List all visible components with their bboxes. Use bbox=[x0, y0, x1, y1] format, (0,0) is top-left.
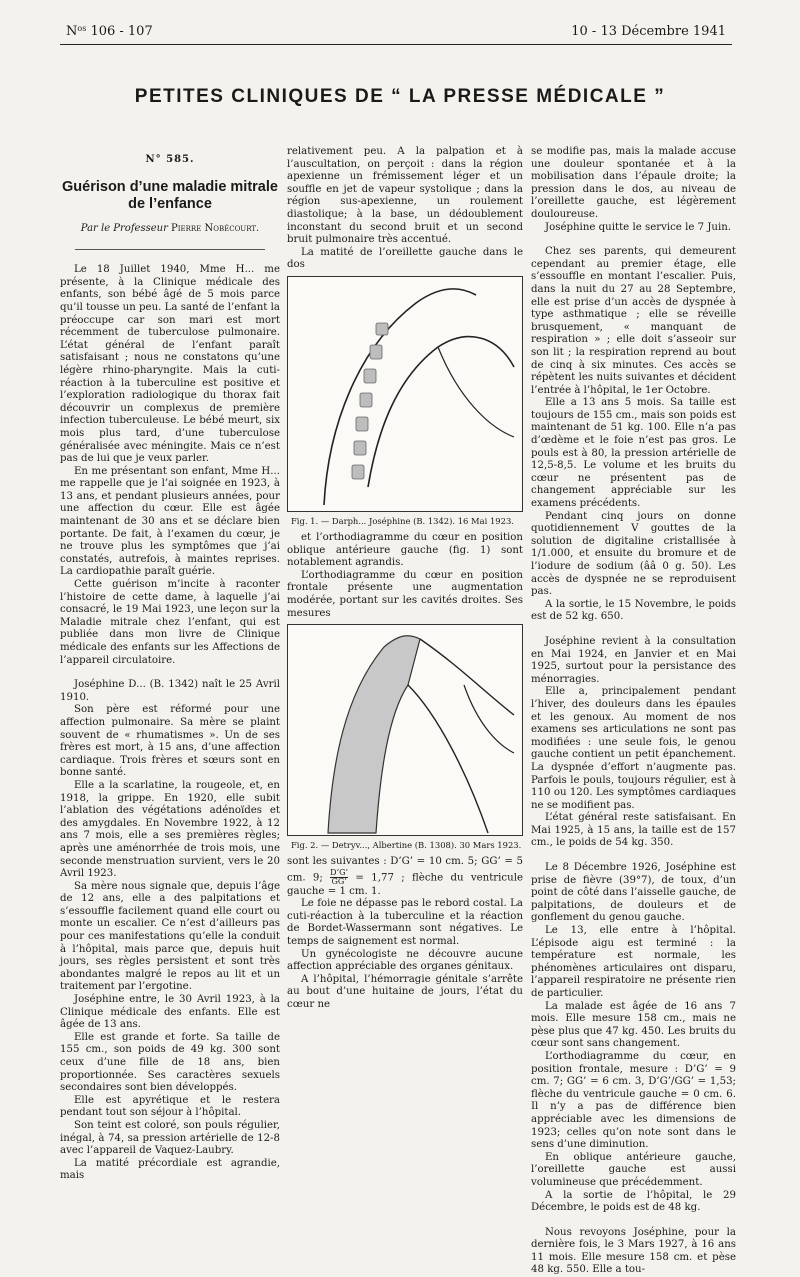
paragraph: et l’orthodiagramme du cœur en position oblique antérieure gauche (fig. 1) sont notablement agrandis. bbox=[287, 531, 523, 569]
orthodiagram-figure-1 bbox=[288, 277, 522, 511]
paragraph: Le 18 Juillet 1940, Mme H... me présente, à la Clinique médicale des enfants, son bébé âgé de 5 mois parce qu’il tousse un peu. La santé de l’enfant la préoccupe car son mari est mort récemment de tuberculose pulmonaire. L’état général de l’enfant paraît satisfaisant ; nous ne constatons qu’une légère rhino-pharyngite. Mais la cuti-réaction à la tuberculine est positive et l’exploration radiologique du thorax fait découvrir un complexus de première infection tuberculeuse. Le bébé meurt, six mois plus tard, d’une tuberculose généralisée avec méningite. Mais ce n’est pas de lui que je veux parler. bbox=[60, 264, 280, 465]
paragraph: L’état général reste satisfaisant. En Mai 1925, à 15 ans, la taille est de 157 cm., le poids de 54 kg. 350. bbox=[531, 812, 736, 849]
paragraph: Cette guérison m’incite à raconter l’histoire de cette dame, à laquelle j’ai consacré, le 19 Mai 1923, une leçon sur la Maladie mitrale chez l’enfant, qui est publiée dans mon livre de Clinique médicale des enfants sur les Affections de l’appareil circulatoire. bbox=[60, 579, 280, 666]
column-1 bbox=[60, 146, 280, 1183]
paragraph: L’orthodiagramme du cœur en position frontale présente une augmentation modérée, portant sur les cavités droites. Ses mesures bbox=[287, 569, 523, 619]
paragraph: Joséphine entre, le 30 Avril 1923, à la Clinique médicale des enfants. Elle est âgée de 13 ans. bbox=[60, 994, 280, 1031]
paragraph: sont les suivantes : D’G’ = 10 cm. 5; GG’ = 5 cm. 9; $\frac{D’G’}{GG’}$ = 1,77 ; flèche du ventricule gauche = 1 cm. 1. bbox=[287, 856, 523, 897]
figure-1 bbox=[287, 276, 523, 512]
paragraph: Son père est réformé pour une affection pulmonaire. Sa mère se plaint souvent de « rhumatismes ». Un de ses frères est mort, à 15 ans, d’une affection cardiaque. Trois frères et sœurs sont en bonne santé. bbox=[60, 704, 280, 779]
paragraph: se modifie pas, mais la malade accuse une douleur spontanée et à la mobilisation dans l’épaule droite; la pression dans le dos, au niveau de l’oreillette gauche, est légèrement douloureuse. bbox=[531, 146, 736, 220]
vertebrae-marks bbox=[352, 323, 388, 479]
paragraph: Joséphine D... (B. 1342) naît le 25 Avril 1910. bbox=[60, 679, 280, 703]
paragraph: Son teint est coloré, son pouls régulier, inégal, à 74, sa pression artérielle de 12-8 avec l’appareil de Vaquez-Laubry. bbox=[60, 1119, 280, 1157]
paragraph: Sa mère nous signale que, depuis l’âge de 12 ans, elle a des palpitations et s’essouffle facilement quand elle court ou monte un escalier. Ce n’est d’ailleurs pas pour ces manifestations qu’elle la conduit à l’hôpital, mais parce que, depuis huit jours, ses règles persistent et sont très abondantes malgré le repos au lit et un traitement par l’ergotine. bbox=[60, 880, 280, 993]
fraction: $\frac{D’G’}{GG’}$ bbox=[330, 867, 349, 886]
column-3 bbox=[531, 146, 736, 1277]
paragraph: La malade est âgée de 16 ans 7 mois. Elle mesure 158 cm., mais ne pèse plus que 47 kg. 450. Les bruits du cœur sont sans changement. bbox=[531, 1000, 736, 1050]
article-title: Guérison d’une maladie mitrale de l’enfance bbox=[62, 178, 278, 212]
paragraph: Pendant cinq jours on donne quotidiennement V gouttes de la solution de digitaline cristallisée à 1/1.000, et ensuite du bromure et de l’iodure de sodium (ââ 0 g. 50). Les accès de dyspnée ne se reproduisent pas. bbox=[531, 510, 736, 598]
paragraph: Joséphine revient à la consultation en Mai 1924, en Janvier et en Mai 1925, surtout pour la persistance des ménorragies. bbox=[531, 635, 736, 685]
paragraph: La matité de l’oreillette gauche dans le dos bbox=[287, 246, 523, 271]
paragraph: L’orthodiagramme du cœur, en position frontale, mesure : D’G’ = 9 cm. 7; GG’ = 6 cm. 3, D’G’/GG’ = 1,53; flèche du ventricule gauche = 0 cm. 6. Il n’y a pas de différence bien appréciable avec les dimensions de 1923; celles qu’on note sont dans le sens d’une diminution. bbox=[531, 1050, 736, 1151]
paragraph: Un gynécologiste ne découvre aucune affection appréciable des organes génitaux. bbox=[287, 948, 523, 973]
article-number: N° 585. bbox=[145, 154, 195, 165]
paragraph: Le 13, elle entre à l’hôpital. L’épisode aigu est terminé : la température est normale, les phénomènes articulaires ont disparu, l’appareil respiratoire ne présente rien de particulier. bbox=[531, 925, 736, 999]
paragraph: Chez ses parents, qui demeurent cependant au premier étage, elle s’essouffle en montant l’escalier. Puis, dans la nuit du 27 au 28 Septembre, elle est prise d’un accès de dyspnée à type asthmatique ; elle se réveille brusquement, « manquant de respiration » ; elle doit s’asseoir sur son lit ; la respiration reprend au bout de cinq à six minutes. Ces accès se répètent les nuits suivantes et décident l’entrée à l’hôpital, le 1er Octobre. bbox=[531, 246, 736, 396]
paragraph: Elle est grande et forte. Sa taille de 155 cm., son poids de 49 kg. 300 sont ceux d’une fille de 18 ans, bien proportionnée. Ses caractères sexuels secondaires sont bien développés. bbox=[60, 1031, 280, 1094]
paragraph: Le foie ne dépasse pas le rebord costal. La cuti-réaction à la tuberculine et la réaction de Bordet-Wassermann sont négatives. Le temps de saignement est normal. bbox=[287, 898, 523, 948]
paragraph: Joséphine quitte le service le 7 Juin. bbox=[545, 221, 732, 233]
paragraph: En me présentant son enfant, Mme H... me rappelle que je l’ai soignée en 1923, à 13 ans, et pendant plusieurs années, pour une affection du cœur. Elle est âgée maintenant de 30 ans et se déclare bien portante. De fait, à l’examen du cœur, je ne trouve plus les symptômes que j’ai constatés, autrefois, à maintes reprises. La cardiopathie paraît guérie. bbox=[60, 465, 280, 578]
issue-numbers: $N^{os}$ 106 - 107 bbox=[66, 24, 153, 39]
byline: Par le Professeur Pierre Nobécourt. bbox=[80, 222, 260, 234]
paragraph: A l’hôpital, l’hémorragie génitale s’arrête au bout d’une huitaine de jours, l’état du cœur ne bbox=[287, 973, 523, 1011]
paragraph: Elle a la scarlatine, la rougeole, et, en 1918, la grippe. En 1920, elle subit l’ablation des végétations adénoïdes et des amygdales. En Novembre 1922, à 12 ans 7 mois, elle a ses premières règles; après une aménorrhée de trois mois, une seconde menstruation survient, vers le 20 Avril 1923. bbox=[60, 779, 280, 880]
issue-header bbox=[60, 22, 732, 45]
figure-2-caption: Fig. 2. — Detryv..., Albertine (B. 1308). 30 Mars 1923. bbox=[291, 840, 522, 851]
paragraph: En oblique antérieure gauche, l’oreillette gauche est aussi volumineuse que précédemment. bbox=[531, 1151, 736, 1188]
masthead: PETITES CLINIQUES DE “ LA PRESSE MÉDICALE ” bbox=[134, 86, 666, 107]
paragraph: A la sortie, le 15 Novembre, le poids est de 52 kg. 650. bbox=[531, 598, 736, 623]
paragraph: relativement peu. A la palpation et à l’auscultation, on perçoit : dans la région apexienne un frémissement léger et un souffle en jet de vapeur systolique ; dans la région sus-apexienne, un roulement diastolique; à la base, un dédoublement inconstant du second bruit et un second bruit pulmonaire très accentué. bbox=[287, 146, 523, 246]
paragraph: Nous revoyons Joséphine, pour la dernière fois, le 3 Mars 1927, à 16 ans 11 mois. Elle mesure 158 cm. et pèse 48 kg. 550. Elle a tou- bbox=[531, 1226, 736, 1276]
orthodiagram-figure-2 bbox=[288, 625, 522, 835]
paragraph: Elle est apyrétique et le restera pendant tout son séjour à l’hôpital. bbox=[60, 1094, 280, 1119]
figure-1-caption: Fig. 1. — Darph... Joséphine (B. 1342). 16 Mai 1923. bbox=[291, 515, 514, 526]
figure-2 bbox=[287, 624, 523, 836]
paragraph: La matité précordiale est agrandie, mais bbox=[60, 1157, 280, 1182]
paragraph: A la sortie de l’hôpital, le 29 Décembre, le poids est de 48 kg. bbox=[531, 1189, 736, 1214]
paragraph: Elle a, principalement pendant l’hiver, des douleurs dans les épaules et les genoux. Au moment de nos examens ses articulations ne sont pas modifiées : une seule fois, le genou gauche contient un petit épanchement. La dyspnée d’effort n’augmente pas. Parfois le pouls, toujours régulier, est à 110 ou 120. Les symptômes cardiaques ne se modifient pas. bbox=[531, 686, 736, 811]
divider bbox=[75, 249, 265, 250]
paragraph: Elle a 13 ans 5 mois. Sa taille est toujours de 155 cm., mais son poids est maintenant de 51 kg. 100. Elle n’a pas d’œdème et le foie n’est pas gros. Le pouls est à 80, la pression artérielle de 12,5-8,5. Le volume et les bruits du cœur ne présentent pas de changement appréciable sur les examens précédents. bbox=[531, 397, 736, 510]
issue-date: 10 - 13 Décembre 1941 bbox=[571, 24, 726, 39]
column-2 bbox=[287, 146, 523, 1012]
paragraph: Le 8 Décembre 1926, Joséphine est prise de fièvre (39°7), de toux, d’un point de côté dans l’aisselle gauche, de palpitations, de douleurs et de gonflement du genou gauche. bbox=[531, 862, 736, 924]
